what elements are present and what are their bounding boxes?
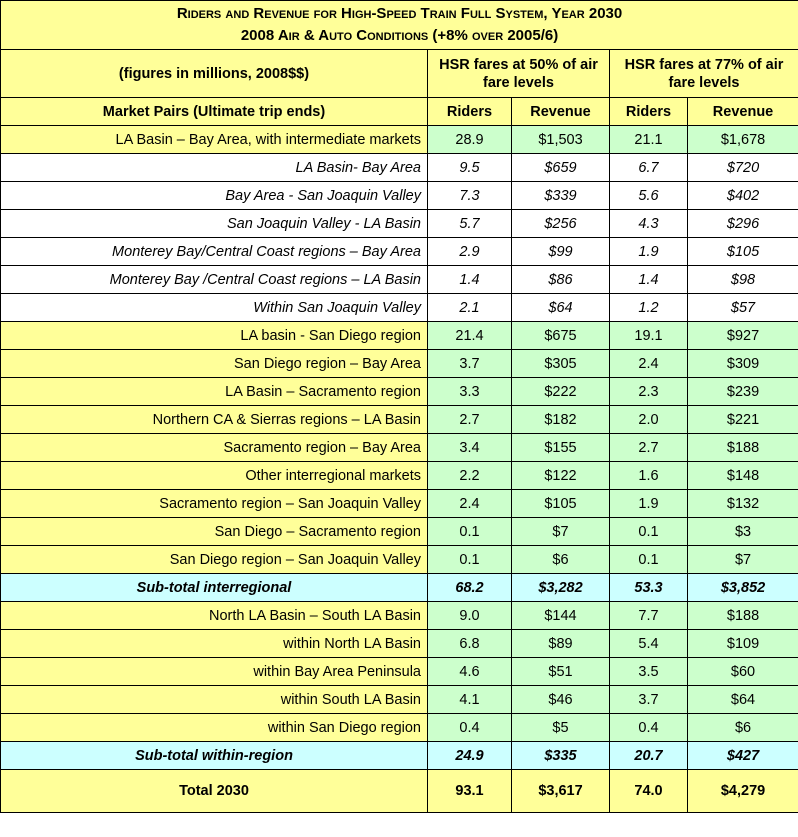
riders-77-cell: 1.4 [610,266,688,294]
riders-77-cell: 3.5 [610,658,688,686]
riders-77-header: Riders [610,98,688,126]
riders-77-cell: 0.4 [610,714,688,742]
riders-50-cell: 2.2 [428,462,512,490]
riders-50-cell: 7.3 [428,182,512,210]
riders-77-cell: 74.0 [610,770,688,813]
riders-50-cell: 2.1 [428,294,512,322]
riders-77-cell: 0.1 [610,518,688,546]
table-row [1,406,798,434]
revenue-77-cell: $188 [688,434,798,462]
revenue-77-cell: $402 [688,182,798,210]
market-pair-cell: Within San Joaquin Valley [1,294,428,322]
revenue-50-cell: $105 [512,490,610,518]
revenue-50-cell: $99 [512,238,610,266]
revenue-50-cell: $6 [512,546,610,574]
riders-50-cell: 1.4 [428,266,512,294]
revenue-77-cell: $60 [688,658,798,686]
revenue-77-cell: $98 [688,266,798,294]
revenue-50-cell: $222 [512,378,610,406]
riders-77-cell: 21.1 [610,126,688,154]
revenue-50-cell: $144 [512,602,610,630]
riders-77-cell: 1.9 [610,238,688,266]
market-pair-cell: San Diego region – Bay Area [1,350,428,378]
revenue-50-cell: $305 [512,350,610,378]
revenue-50-cell: $1,503 [512,126,610,154]
market-pair-cell: Sub-total within-region [1,742,428,770]
revenue-50-cell: $155 [512,434,610,462]
market-pair-cell: within Bay Area Peninsula [1,658,428,686]
riders-77-cell: 3.7 [610,686,688,714]
table-title-line2: 2008 Air & Auto Conditions (+8% over 2005/6) [240,27,559,44]
riders-50-cell: 9.5 [428,154,512,182]
revenue-77-header: Revenue [688,98,798,126]
revenue-77-cell: $64 [688,686,798,714]
riders-50-cell: 21.4 [428,322,512,350]
riders-50-cell: 5.7 [428,210,512,238]
riders-77-cell: 4.3 [610,210,688,238]
riders-50-cell: 0.4 [428,714,512,742]
table-row [1,462,798,490]
table-body [1,126,798,813]
revenue-77-cell: $188 [688,602,798,630]
market-pair-cell: Sacramento region – Bay Area [1,434,428,462]
riders-77-cell: 53.3 [610,574,688,602]
table-row [1,546,798,574]
table-row [1,266,798,294]
revenue-77-cell: $109 [688,630,798,658]
revenue-77-cell: $57 [688,294,798,322]
riders-50-cell: 24.9 [428,742,512,770]
revenue-50-cell: $182 [512,406,610,434]
market-pair-cell: LA Basin- Bay Area [1,154,428,182]
riders-50-cell: 4.1 [428,686,512,714]
table-row [1,238,798,266]
revenue-77-cell: $427 [688,742,798,770]
riders-50-cell: 2.9 [428,238,512,266]
revenue-50-cell: $3,617 [512,770,610,813]
table-title-line1: Riders and Revenue for High-Speed Train Full System, Year 2030 [176,5,623,22]
table-row [1,686,798,714]
market-pair-cell: Northern CA & Sierras regions – LA Basin [1,406,428,434]
market-pair-cell: Other interregional markets [1,462,428,490]
riders-77-cell: 2.3 [610,378,688,406]
riders-77-cell: 1.2 [610,294,688,322]
revenue-77-cell: $105 [688,238,798,266]
revenue-77-cell: $3,852 [688,574,798,602]
total-row [1,770,798,813]
table-row [1,630,798,658]
riders-77-cell: 1.9 [610,490,688,518]
riders-77-cell: 2.0 [610,406,688,434]
table-row [1,602,798,630]
table-title [1,1,798,50]
revenue-77-cell: $296 [688,210,798,238]
riders-77-cell: 6.7 [610,154,688,182]
riders-77-cell: 2.7 [610,434,688,462]
riders-50-cell: 3.7 [428,350,512,378]
revenue-50-cell: $122 [512,462,610,490]
riders-50-cell: 2.4 [428,490,512,518]
scenario-77-header: HSR fares at 77% of air fare levels [610,50,798,98]
riders-77-cell: 19.1 [610,322,688,350]
table-row [1,322,798,350]
revenue-77-cell: $221 [688,406,798,434]
revenue-77-cell: $132 [688,490,798,518]
market-pairs-header: Market Pairs (Ultimate trip ends) [1,98,428,126]
market-pair-cell: Sacramento region – San Joaquin Valley [1,490,428,518]
riders-50-cell: 6.8 [428,630,512,658]
riders-77-cell: 7.7 [610,602,688,630]
units-note: (figures in millions, 2008$$) [1,50,428,98]
revenue-50-cell: $7 [512,518,610,546]
riders-77-cell: 5.4 [610,630,688,658]
market-pair-cell: within San Diego region [1,714,428,742]
riders-50-cell: 2.7 [428,406,512,434]
table-row [1,378,798,406]
table-row [1,714,798,742]
table-row [1,490,798,518]
table-row [1,350,798,378]
table-row [1,154,798,182]
subtotal-row [1,742,798,770]
revenue-77-cell: $6 [688,714,798,742]
revenue-77-cell: $1,678 [688,126,798,154]
scenario-50-header: HSR fares at 50% of air fare levels [428,50,610,98]
revenue-50-cell: $89 [512,630,610,658]
market-pair-cell: LA Basin – Sacramento region [1,378,428,406]
riders-77-cell: 0.1 [610,546,688,574]
revenue-77-cell: $927 [688,322,798,350]
riders-77-cell: 20.7 [610,742,688,770]
revenue-50-cell: $86 [512,266,610,294]
table-row [1,126,798,154]
market-pair-cell: Total 2030 [1,770,428,813]
market-pair-cell: Sub-total interregional [1,574,428,602]
riders-50-cell: 0.1 [428,546,512,574]
subtotal-row [1,574,798,602]
market-pair-cell: within South LA Basin [1,686,428,714]
table-row [1,434,798,462]
riders-77-cell: 5.6 [610,182,688,210]
market-pair-cell: LA Basin – Bay Area, with intermediate markets [1,126,428,154]
revenue-50-cell: $256 [512,210,610,238]
riders-50-cell: 93.1 [428,770,512,813]
market-pair-cell: Monterey Bay /Central Coast regions – LA Basin [1,266,428,294]
riders-77-cell: 2.4 [610,350,688,378]
table-row [1,294,798,322]
revenue-50-cell: $64 [512,294,610,322]
revenue-77-cell: $720 [688,154,798,182]
revenue-50-header: Revenue [512,98,610,126]
riders-50-cell: 3.3 [428,378,512,406]
table-row [1,182,798,210]
market-pair-cell: Bay Area - San Joaquin Valley [1,182,428,210]
revenue-50-cell: $46 [512,686,610,714]
riders-50-cell: 28.9 [428,126,512,154]
revenue-50-cell: $5 [512,714,610,742]
table-row [1,658,798,686]
revenue-77-cell: $3 [688,518,798,546]
revenue-50-cell: $339 [512,182,610,210]
revenue-50-cell: $3,282 [512,574,610,602]
riders-50-header: Riders [428,98,512,126]
revenue-77-cell: $148 [688,462,798,490]
revenue-50-cell: $659 [512,154,610,182]
riders-50-cell: 3.4 [428,434,512,462]
revenue-77-cell: $309 [688,350,798,378]
riders-50-cell: 4.6 [428,658,512,686]
revenue-50-cell: $51 [512,658,610,686]
revenue-50-cell: $675 [512,322,610,350]
revenue-77-cell: $239 [688,378,798,406]
market-pair-cell: San Diego region – San Joaquin Valley [1,546,428,574]
market-pair-cell: LA basin - San Diego region [1,322,428,350]
market-pair-cell: North LA Basin – South LA Basin [1,602,428,630]
table-row [1,210,798,238]
revenue-77-cell: $4,279 [688,770,798,813]
riders-50-cell: 9.0 [428,602,512,630]
market-pair-cell: Monterey Bay/Central Coast regions – Bay Area [1,238,428,266]
market-pair-cell: San Joaquin Valley - LA Basin [1,210,428,238]
riders-50-cell: 0.1 [428,518,512,546]
revenue-77-cell: $7 [688,546,798,574]
revenue-50-cell: $335 [512,742,610,770]
market-pair-cell: San Diego – Sacramento region [1,518,428,546]
riders-50-cell: 68.2 [428,574,512,602]
market-pair-cell: within North LA Basin [1,630,428,658]
table-row [1,518,798,546]
riders-77-cell: 1.6 [610,462,688,490]
